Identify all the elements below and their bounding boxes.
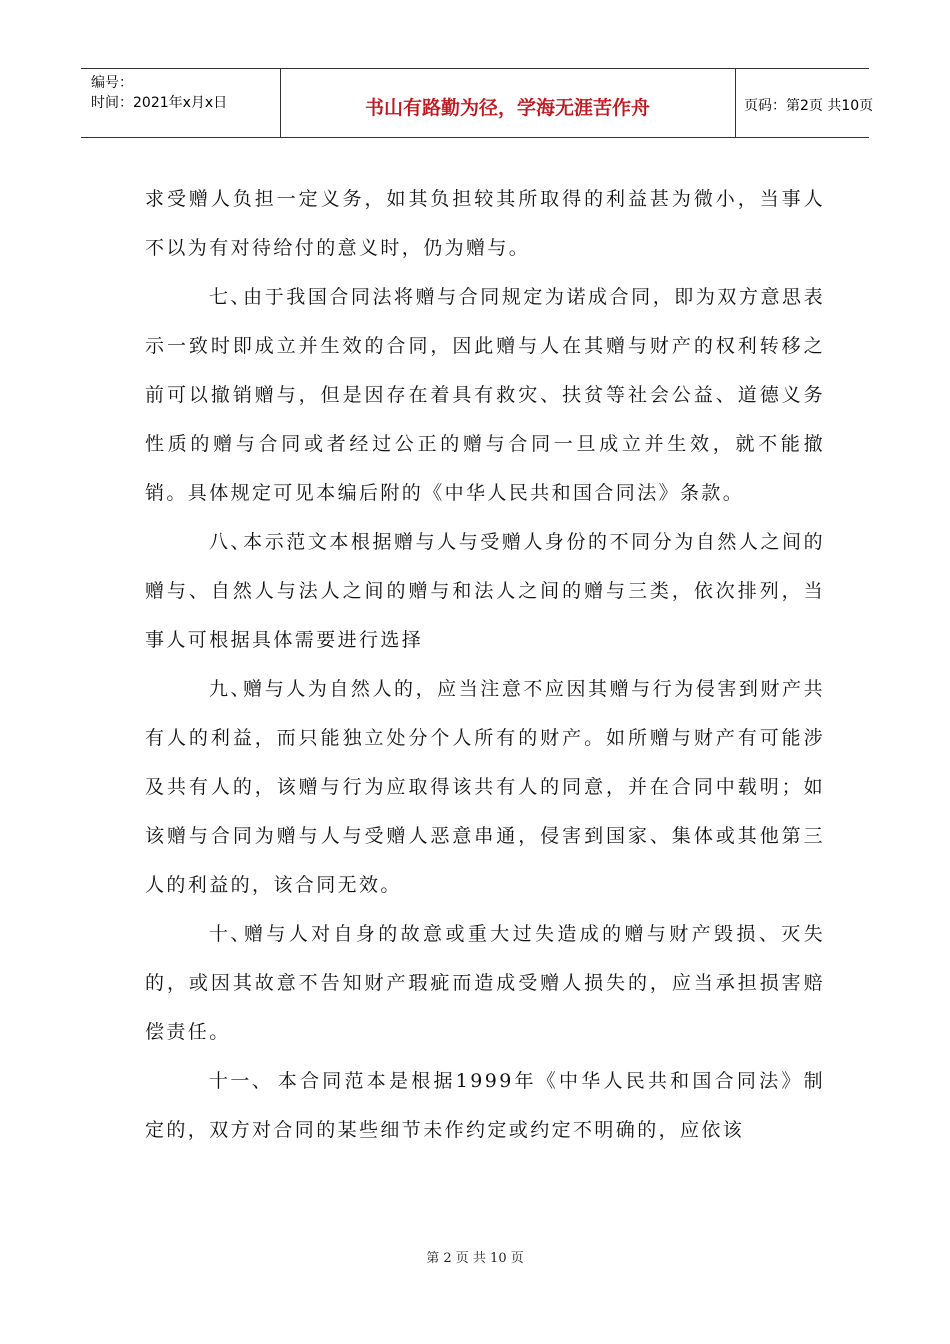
paragraph-text: 本合同范本是根据1999年《中华人民共和国合同法》制定的，双方对合同的某些细节未作约定或约定不明确的，应依该 <box>145 1070 825 1141</box>
header-meta-cell <box>81 69 281 137</box>
paragraph <box>145 518 825 665</box>
paragraph <box>145 175 825 273</box>
paragraph <box>145 910 825 1057</box>
paragraph-text: 赠与人对自身的故意或重大过失造成的赠与财产毁损、灭失的，或因其故意不告知财产瑕疵而造成受赠人损失的，应当承担损害赔偿责任。 <box>145 923 825 1043</box>
paragraph-number: 十、 <box>209 923 252 945</box>
paragraph <box>145 665 825 910</box>
paragraph-text: 赠与人为自然人的，应当注意不应因其赠与行为侵害到财产共有人的利益，而只能独立处分个人所有的财产。如所赠与财产有可能涉及共有人的，该赠与行为应取得该共有人的同意，并在合同中载明；如该赠与合同为赠与人与受赠人恶意串通，侵害到国家、集体或其他第三人的利益的，该合同无效。 <box>145 678 825 896</box>
header-slogan: 书山有路勤为径，学海无涯苦作舟 <box>364 97 650 119</box>
document-time-label: 时间：2021年x月x日 <box>91 95 228 111</box>
header-slogan-cell <box>280 69 736 137</box>
document-body <box>145 175 825 1155</box>
paragraph-number: 九、 <box>209 678 252 700</box>
document-number-label: 编号： <box>91 75 133 91</box>
page-header <box>81 68 874 138</box>
header-page-cell <box>735 69 874 137</box>
header-page-code: 页码：第2页 共10页 <box>744 98 874 114</box>
paragraph-number: 八、 <box>209 531 252 553</box>
paragraph-text: 本示范文本根据赠与人与受赠人身份的不同分为自然人之间的赠与、自然人与法人之间的赠与和法人之间的赠与三类，依次排列，当事人可根据具体需要进行选择 <box>145 531 825 651</box>
paragraph-text: 由于我国合同法将赠与合同规定为诺成合同，即为双方意思表示一致时即成立并生效的合同，因此赠与人在其赠与财产的权利转移之前可以撤销赠与，但是因存在着具有救灾、扶贫等社会公益、道德义务性质的赠与合同或者经过公正的赠与合同一旦成立并生效，就不能撤销。具体规定可见本编后附的《中华人民共和国合同法》条款。 <box>145 286 825 504</box>
paragraph-number: 七、 <box>209 286 252 308</box>
paragraph <box>145 273 825 518</box>
paragraph <box>145 1057 825 1155</box>
paragraph-text: 求受赠人负担一定义务，如其负担较其所取得的利益甚为微小，当事人不以为有对待给付的意义时，仍为赠与。 <box>145 188 825 259</box>
paragraph-number: 十一、 <box>209 1070 274 1092</box>
page-footer: 第 2 页 共 10 页 <box>426 1251 524 1266</box>
